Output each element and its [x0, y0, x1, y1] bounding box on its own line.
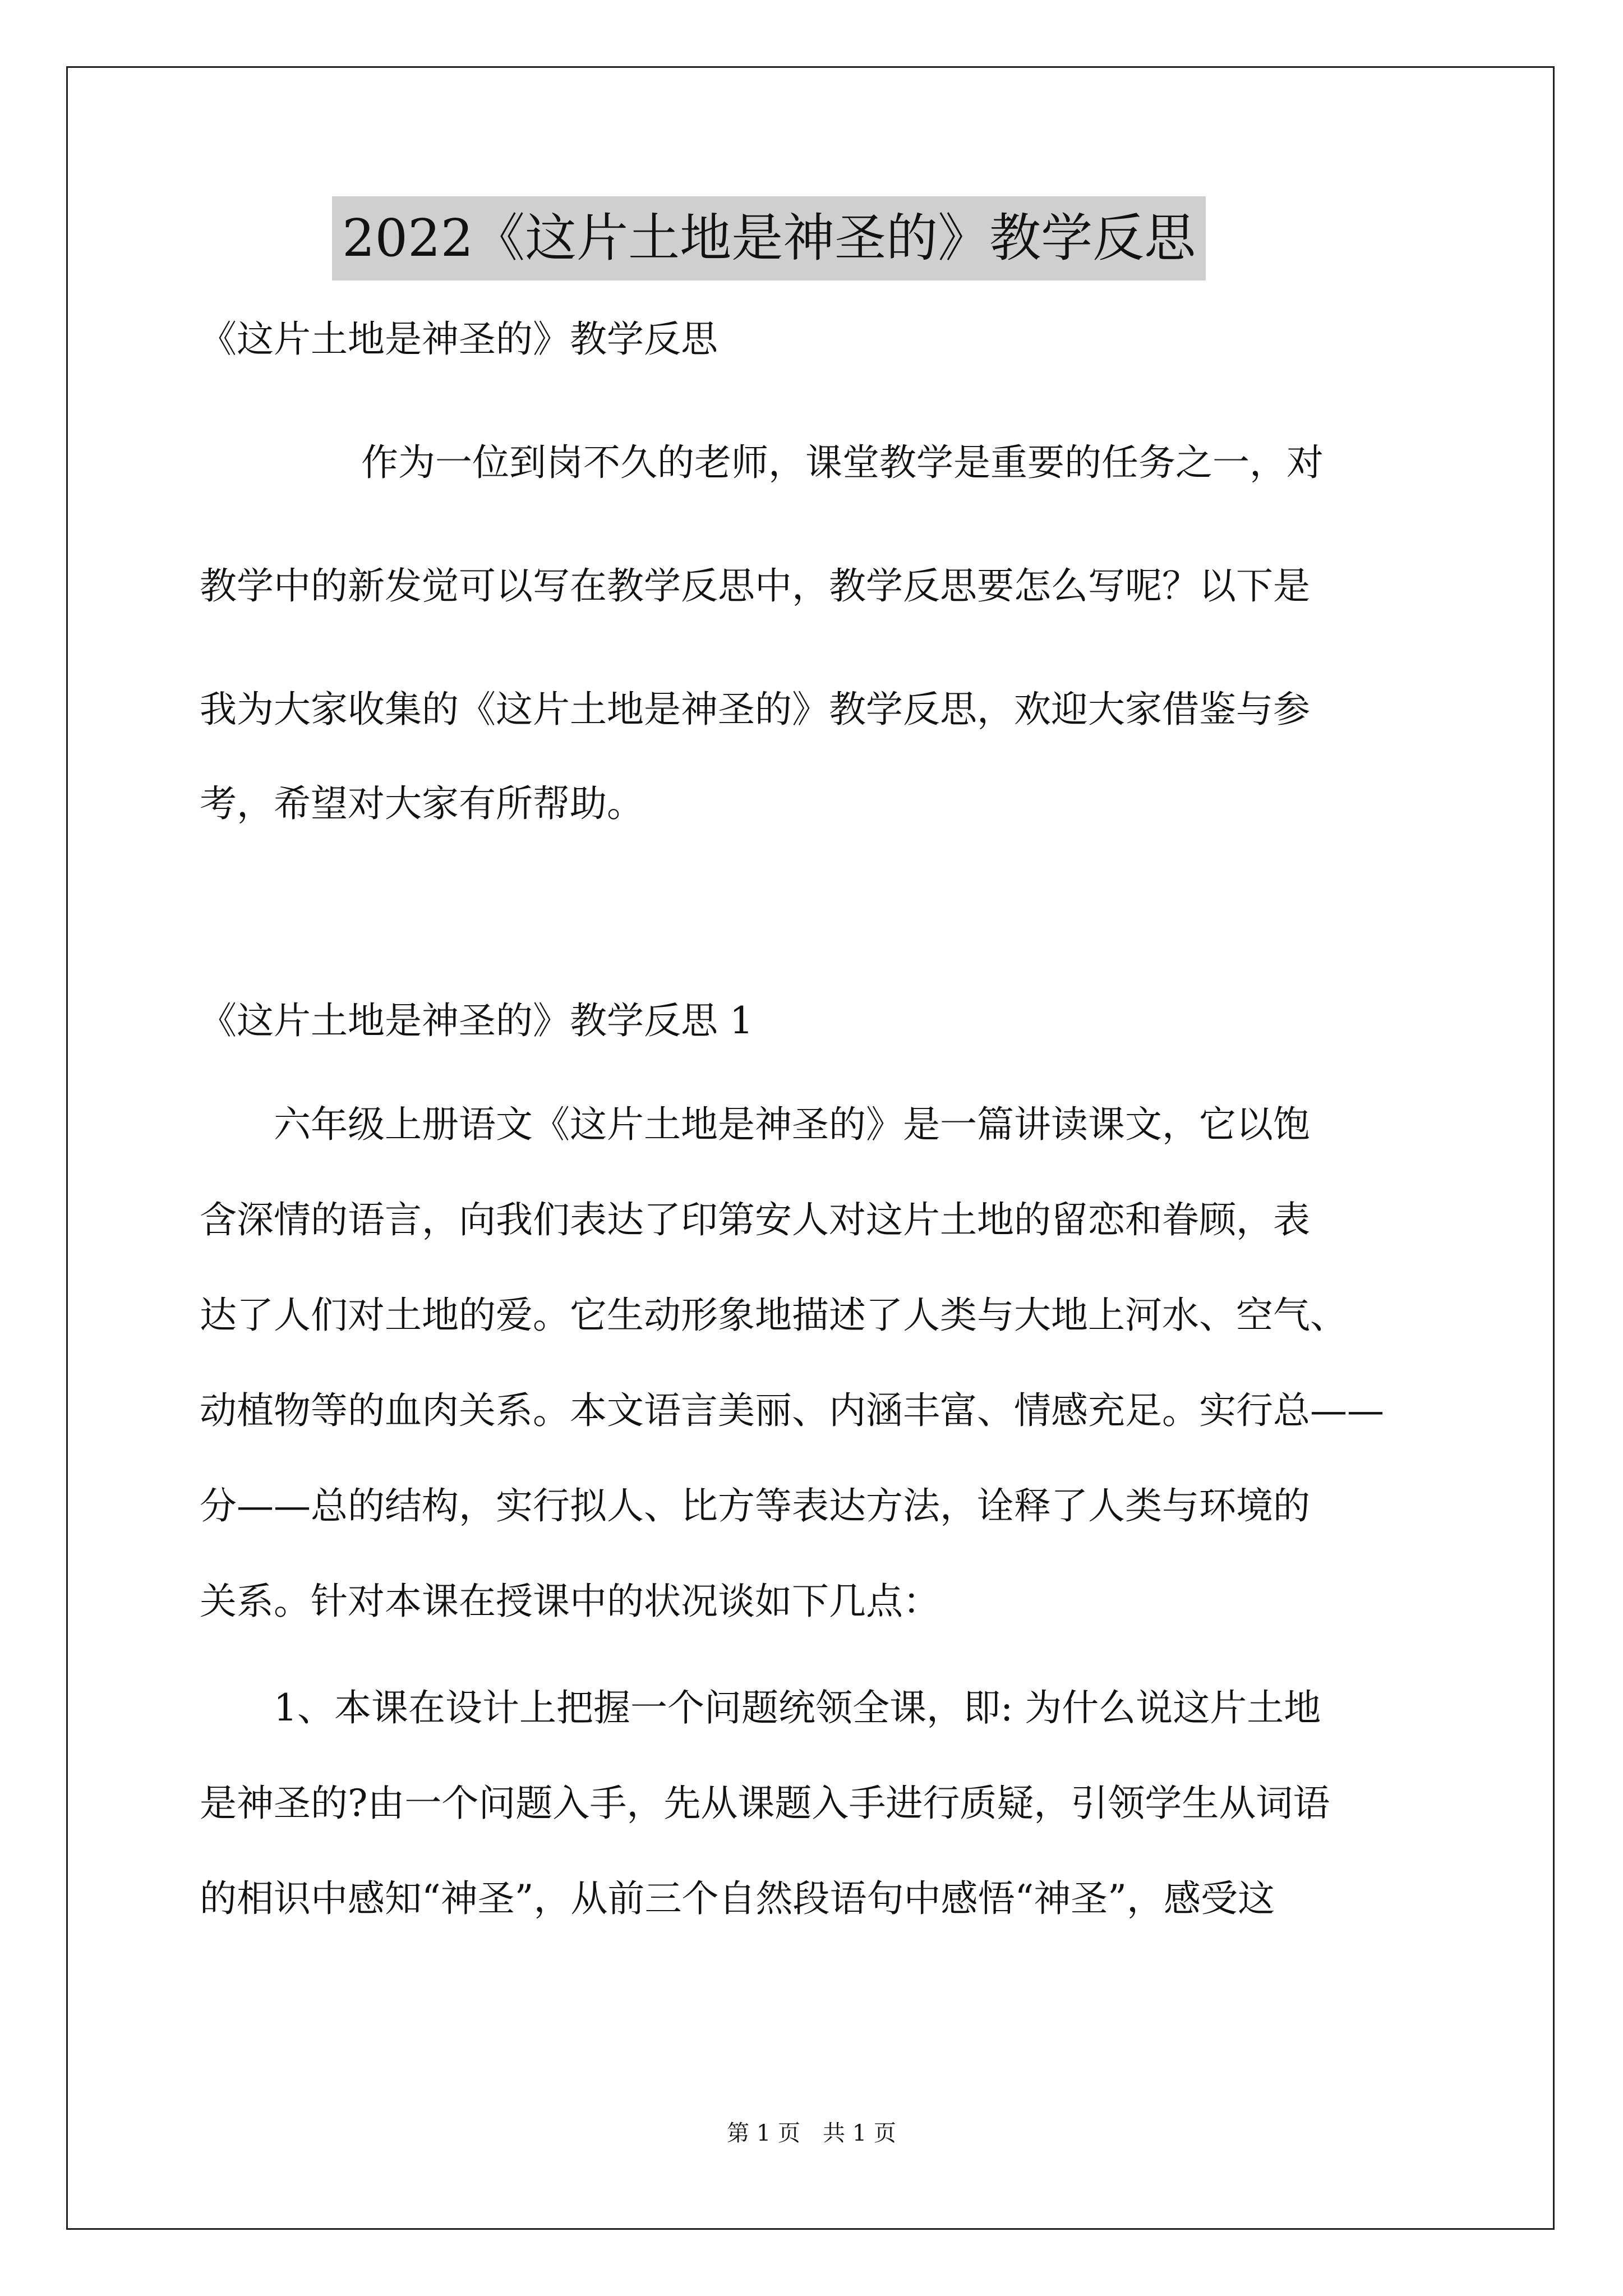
paragraph1-line-1: 六年级上册语文《这片土地是神圣的》是一篇讲读课文，它以饱	[274, 1103, 1310, 1146]
paragraph2-line-1: 1、本课在设计上把握一个问题统领全课，即: 为什么说这片土地	[274, 1686, 1321, 1729]
intro-line-4: 考，希望对大家有所帮助。	[200, 782, 644, 825]
document-title: 2022《这片土地是神圣的》教学反思	[332, 196, 1206, 280]
document-subtitle: 《这片土地是神圣的》教学反思	[200, 318, 718, 361]
intro-line-2: 教学中的新发觉可以写在教学反思中，教学反思要怎么写呢？以下是	[200, 564, 1310, 608]
section-heading: 《这片土地是神圣的》教学反思 1	[200, 999, 753, 1042]
intro-line-1: 作为一位到岗不久的老师，课堂教学是重要的任务之一，对	[361, 441, 1324, 484]
intro-line-3: 我为大家收集的《这片土地是神圣的》教学反思，欢迎大家借鉴与参	[200, 688, 1310, 731]
page-footer: 第 1 页 共 1 页	[727, 2120, 896, 2146]
paragraph1-line-5: 分——总的结构，实行拟人、比方等表达方法，诠释了人类与环境的	[200, 1484, 1310, 1527]
paragraph1-line-2: 含深情的语言，向我们表达了印第安人对这片土地的留恋和眷顾，表	[200, 1198, 1310, 1241]
paragraph1-line-4: 动植物等的血肉关系。本文语言美丽、内涵丰富、情感充足。实行总——	[200, 1389, 1384, 1432]
paragraph1-line-6: 关系。针对本课在授课中的状况谈如下几点：	[200, 1580, 940, 1623]
paragraph1-line-3: 达了人们对土地的爱。它生动形象地描述了人类与大地上河水、空气、	[200, 1294, 1347, 1337]
paragraph2-line-2: 是神圣的?由一个问题入手，先从课题入手进行质疑，引领学生从词语	[200, 1782, 1330, 1825]
paragraph2-line-3: 的相识中感知“神圣”，从前三个自然段语句中感悟“神圣”，感受这	[200, 1877, 1275, 1920]
